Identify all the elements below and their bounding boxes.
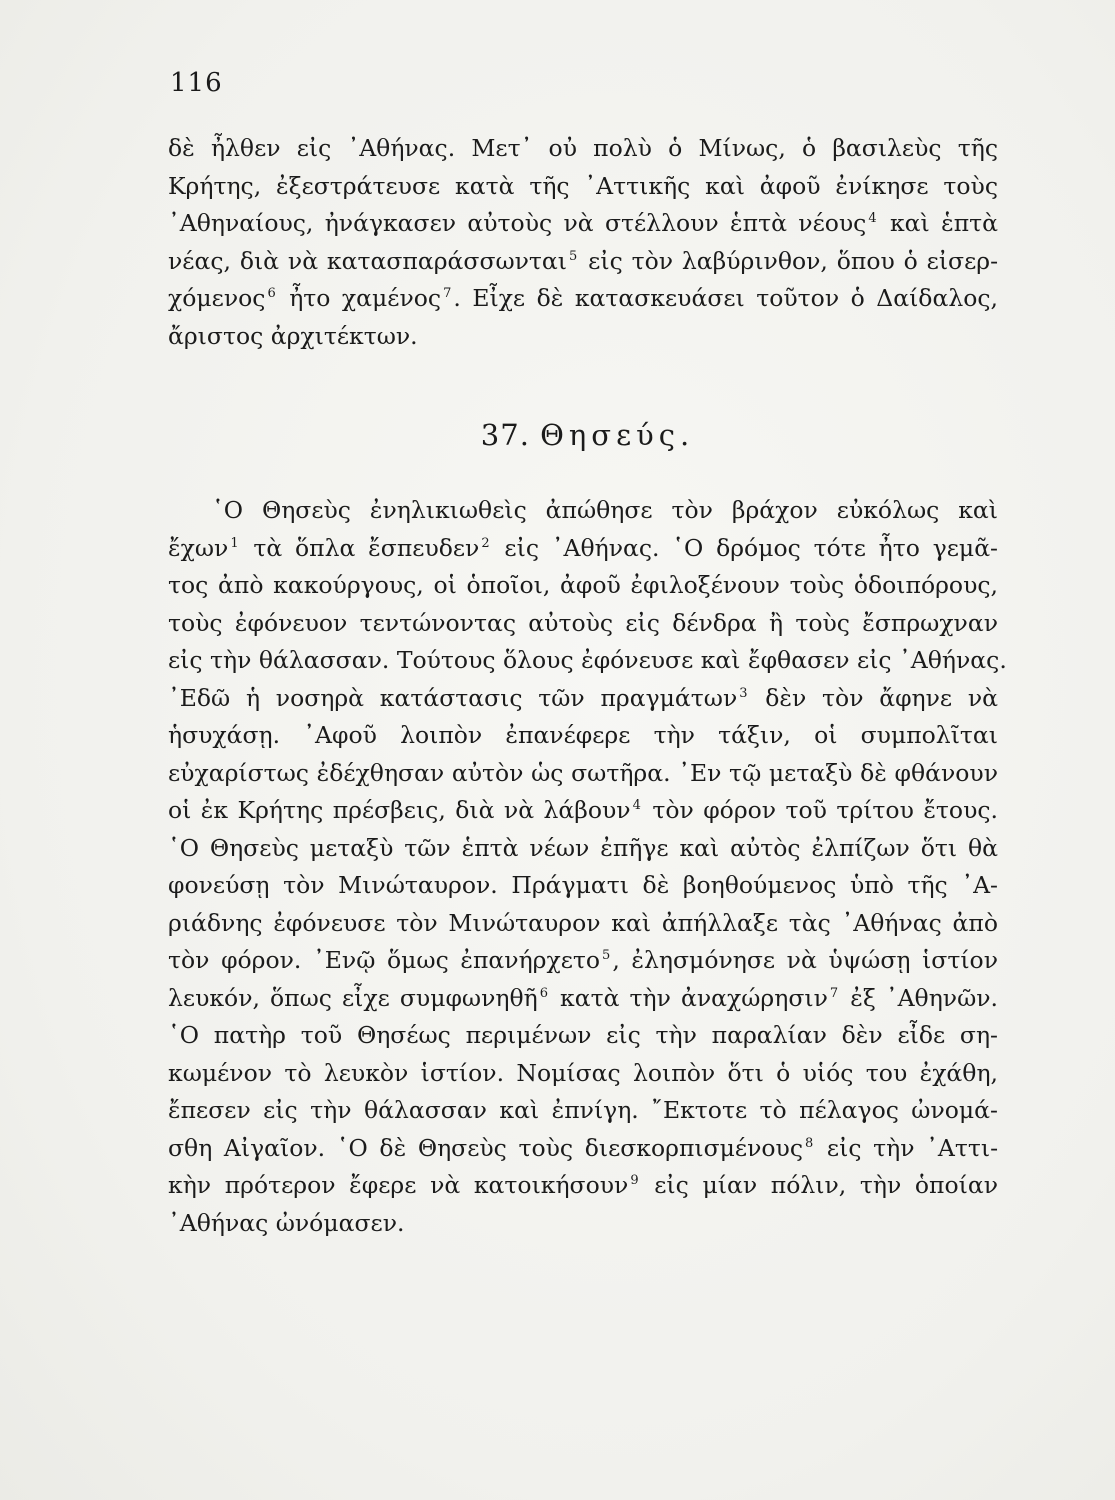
footnote-marker: 6 <box>267 286 276 302</box>
text-line: δὲ ἦλθεν εἰς ᾽Αθήνας. Μετ᾽ οὐ πολὺ ὁ Μίνως, ὁ βασιλεὺς τῆς <box>168 134 998 162</box>
text-line: ριάδνης ἐφόνευσε τὸν Μινώταυρον καὶ ἀπήλλαξε τὰς ᾽Αθήνας ἀπὸ <box>168 908 998 937</box>
text-line: ᾽Εδῶ ἡ νοσηρὰ κατάστασις τῶν πραγμάτων $^3$ δὲν τὸν ἄφηνε νὰ <box>168 683 998 712</box>
footnote-marker: 1 <box>230 535 239 551</box>
text-line: ἡσυχάσῃ. ᾽Αφοῦ λοιπὸν ἐπανέφερε τὴν τάξιν, οἱ συμπολῖται <box>168 721 998 749</box>
footnote-marker: 5 <box>569 248 578 264</box>
text-line: ῾Ο Θησεὺς μεταξὺ τῶν ἑπτὰ νέων ἐπῆγε καὶ αὐτὸς ἐλπίζων ὅτι θὰ <box>168 833 998 862</box>
footnote-marker: 2 <box>481 535 490 551</box>
footnote-marker: 7 <box>829 985 839 1001</box>
footnote-marker: 6 <box>539 985 548 1001</box>
text-line: ἔπεσεν εἰς τὴν θάλασσαν καὶ ἐπνίγη. ῎Εκτοτε τὸ πέλαγος ὠνομά- <box>168 1096 998 1124</box>
footnote-marker: 3 <box>739 685 748 701</box>
text-line: κωμένον τὸ λευκὸν ἱστίον. Νομίσας λοιπὸν ὅτι ὁ υἱός του ἐχάθη, <box>168 1058 998 1087</box>
text-line: οἱ ἐκ Κρήτης πρέσβεις, διὰ νὰ λάβουν $^4$ τὸν φόρον τοῦ τρίτου ἔτους. <box>168 796 998 824</box>
footnote-marker: 4 <box>868 211 877 227</box>
section-title: Θησεύς. <box>540 418 695 452</box>
paragraph-theseus <box>168 492 1007 1242</box>
footnote-marker: 8 <box>805 1135 814 1151</box>
footnote-marker: 4 <box>632 798 641 814</box>
section-number: 37. <box>480 418 530 452</box>
text-line: τος ἀπὸ κακούργους, οἱ ὁποῖοι, ἀφοῦ ἐφιλοξένουν τοὺς ὁδοιπόρους, <box>168 571 998 599</box>
text-line: ἄριστος ἀρχιτέκτων. <box>168 321 418 350</box>
text-line: Κρήτης, ἐξεστράτευσε κατὰ τῆς ᾽Αττικῆς καὶ ἀφοῦ ἐνίκησε τοὺς <box>168 171 998 200</box>
footnote-marker: 7 <box>443 286 452 302</box>
text-line: ᾽Αθηναίους, ἠνάγκασεν αὐτοὺς νὰ στέλλουν ἑπτὰ νέους $^4$ καὶ ἑπτὰ <box>168 209 999 237</box>
footnote-marker: 9 <box>630 1173 639 1189</box>
text-line: ἔχων $^1$ τὰ ὅπλα ἔσπευδεν $^2$ εἰς ᾽Αθήνας. ῾Ο δρόμος τότε ἦτο γεμᾶ- <box>168 533 999 562</box>
text-line: εἰς τὴν θάλασσαν. Τούτους ὅλους ἐφόνευσε καὶ ἔφθασεν εἰς ᾽Αθήνας. <box>168 646 1007 674</box>
paragraph-continuation <box>168 130 998 355</box>
section-heading <box>0 418 1115 452</box>
text-line: νέας, διὰ νὰ κατασπαράσσωνται $^5$ εἰς τὸν λαβύρινθον, ὅπου ὁ εἰσερ- <box>168 246 999 275</box>
text-line: λευκόν, ὅπως εἶχε συμφωνηθῆ $^6$ κατὰ τὴν ἀναχώρησιν $^7$ ἐξ ᾽Αθηνῶν. <box>168 983 998 1012</box>
text-line: σθη Αἰγαῖον. ῾Ο δὲ Θησεὺς τοὺς διεσκορπισμένους $^8$ εἰς τὴν ᾽Αττι- <box>168 1133 999 1162</box>
footnote-marker: 5 <box>602 948 611 964</box>
text-line: τὸν φόρον. ᾽Ενῷ ὅμως ἐπανήρχετο $^5$, ἐλησμόνησε νὰ ὑψώσῃ ἱστίον <box>168 946 998 974</box>
text-line: τοὺς ἐφόνευον τεντώνοντας αὐτοὺς εἰς δένδρα ἢ τοὺς ἔσπρωχναν <box>168 608 998 637</box>
text-line: ᾽Αθήνας ὠνόμασεν. <box>168 1208 405 1237</box>
text-line: κὴν πρότερον ἔφερε νὰ κατοικήσουν $^9$ εἰς μίαν πόλιν, τὴν ὁποίαν <box>168 1171 998 1199</box>
text-line: ῾Ο πατὴρ τοῦ Θησέως περιμένων εἰς τὴν παραλίαν δὲν εἶδε ση- <box>168 1021 998 1049</box>
text-line: φονεύσῃ τὸν Μινώταυρον. Πράγματι δὲ βοηθούμενος ὑπὸ τῆς ᾽Α- <box>168 871 998 899</box>
text-line: χόμενος $^6$ ἦτο χαμένος $^7$. Εἶχε δὲ κατασκευάσει τοῦτον ὁ Δαίδαλος, <box>168 284 998 312</box>
page-number: 116 <box>170 68 223 98</box>
text-line: εὐχαρίστως ἐδέχθησαν αὐτὸν ὡς σωτῆρα. ᾽Εν τῷ μεταξὺ δὲ φθάνουν <box>168 758 998 787</box>
text-line: ῾Ο Θησεὺς ἐνηλικιωθεὶς ἀπώθησε τὸν βράχον εὐκόλως καὶ <box>212 496 998 524</box>
